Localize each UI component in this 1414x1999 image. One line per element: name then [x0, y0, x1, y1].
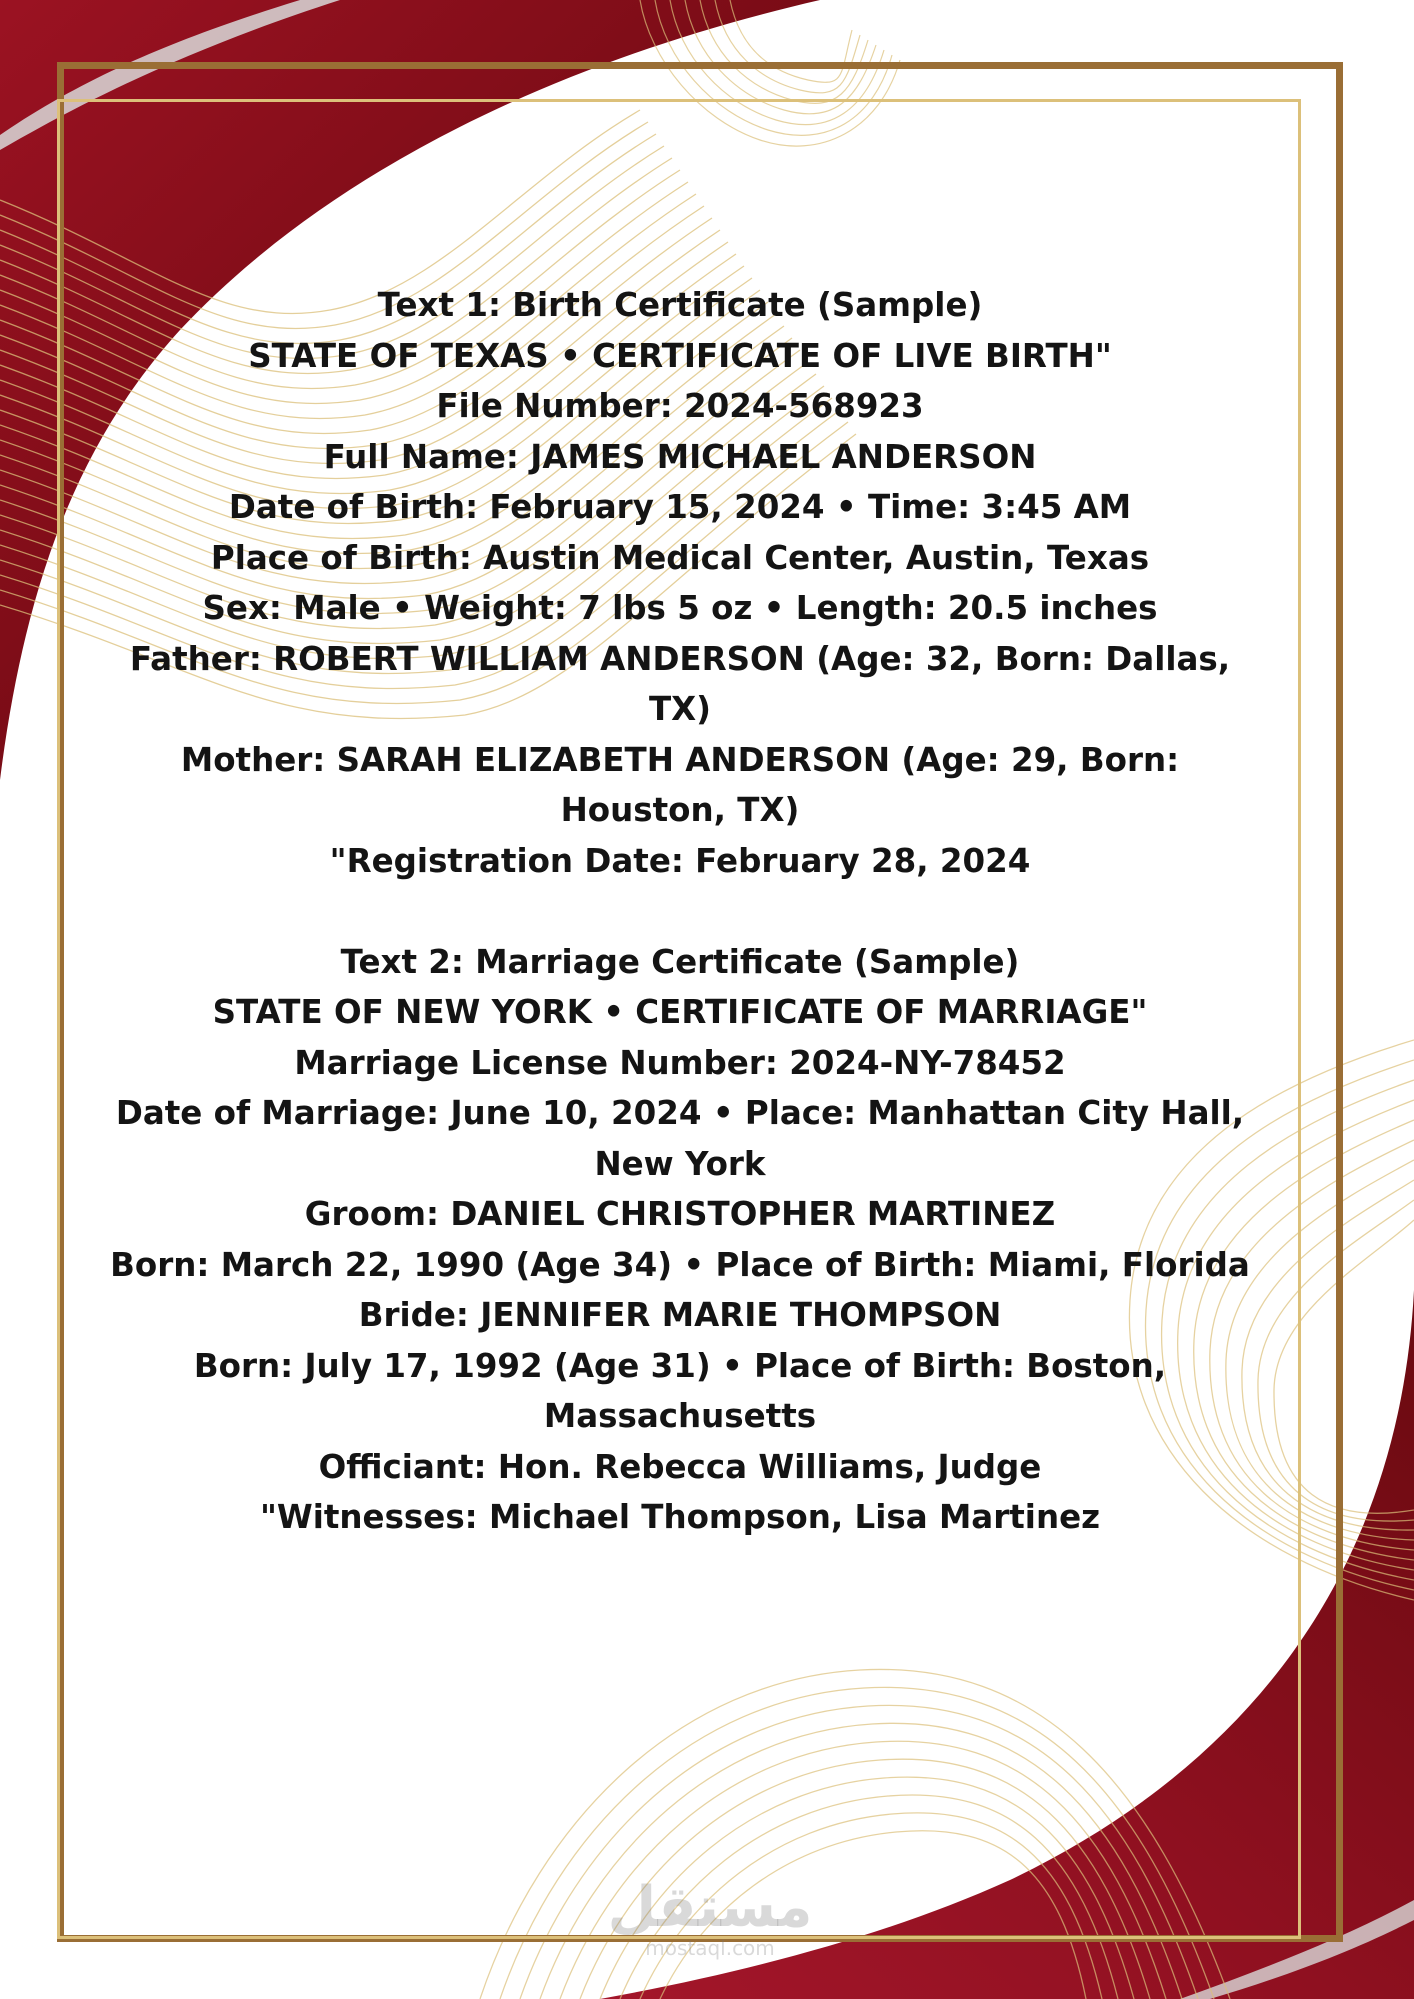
marriage-certificate-section: [110, 937, 1250, 1543]
birth-date: Date of Birth: February 15, 2024 • Time: 3:45 AM: [228, 488, 1132, 526]
birth-registration-date: "Registration Date: February 28, 2024: [329, 841, 1031, 880]
marriage-bride-born: Born: July 17, 1992 (Age 31) • Place of Birth: Boston, Massachusetts: [193, 1346, 1167, 1435]
marriage-license-number: Marriage License Number: 2024-NY-78452: [294, 1043, 1066, 1082]
birth-full-name: Full Name: JAMES MICHAEL ANDERSON: [323, 437, 1037, 476]
birth-place: Place of Birth: Austin Medical Center, Austin, Texas: [210, 538, 1150, 577]
marriage-witnesses: "Witnesses: Michael Thompson, Lisa Martinez: [259, 1498, 1101, 1536]
marriage-bride: Bride: JENNIFER MARIE THOMPSON: [358, 1296, 1002, 1334]
birth-mother: Mother: SARAH ELIZABETH ANDERSON (Age: 29, Born: Houston, TX): [180, 740, 1180, 829]
birth-file-number: File Number: 2024-568923: [436, 387, 924, 425]
marriage-groom: Groom: DANIEL CHRISTOPHER MARTINEZ: [304, 1195, 1056, 1233]
section-spacer: [110, 886, 1250, 937]
mostaql-watermark: [600, 1875, 820, 1960]
marriage-heading: Text 2: Marriage Certificate (Sample): [340, 942, 1020, 981]
marriage-state-line: STATE OF NEW YORK • CERTIFICATE OF MARRIAGE": [212, 993, 1148, 1031]
marriage-groom-born: Born: March 22, 1990 (Age 34) • Place of Birth: Miami, Florida: [110, 1245, 1250, 1284]
birth-heading: Text 1: Birth Certificate (Sample): [377, 286, 983, 324]
watermark-url: mostaql.com: [645, 1936, 775, 1960]
certificate-text: [110, 280, 1250, 1543]
birth-sex-weight-length: Sex: Male • Weight: 7 lbs 5 oz • Length: 20.5 inches: [202, 589, 1158, 627]
birth-father: Father: ROBERT WILLIAM ANDERSON (Age: 32, Born: Dallas, TX): [129, 639, 1231, 728]
marriage-officiant: Officiant: Hon. Rebecca Williams, Judge: [318, 1447, 1042, 1486]
watermark-arabic-logo: مستقل: [607, 1875, 813, 1940]
birth-certificate-section: [110, 280, 1250, 886]
marriage-date-place: Date of Marriage: June 10, 2024 • Place: Manhattan City Hall, New York: [115, 1094, 1245, 1183]
birth-state-line: STATE OF TEXAS • CERTIFICATE OF LIVE BIRTH": [248, 336, 1112, 375]
